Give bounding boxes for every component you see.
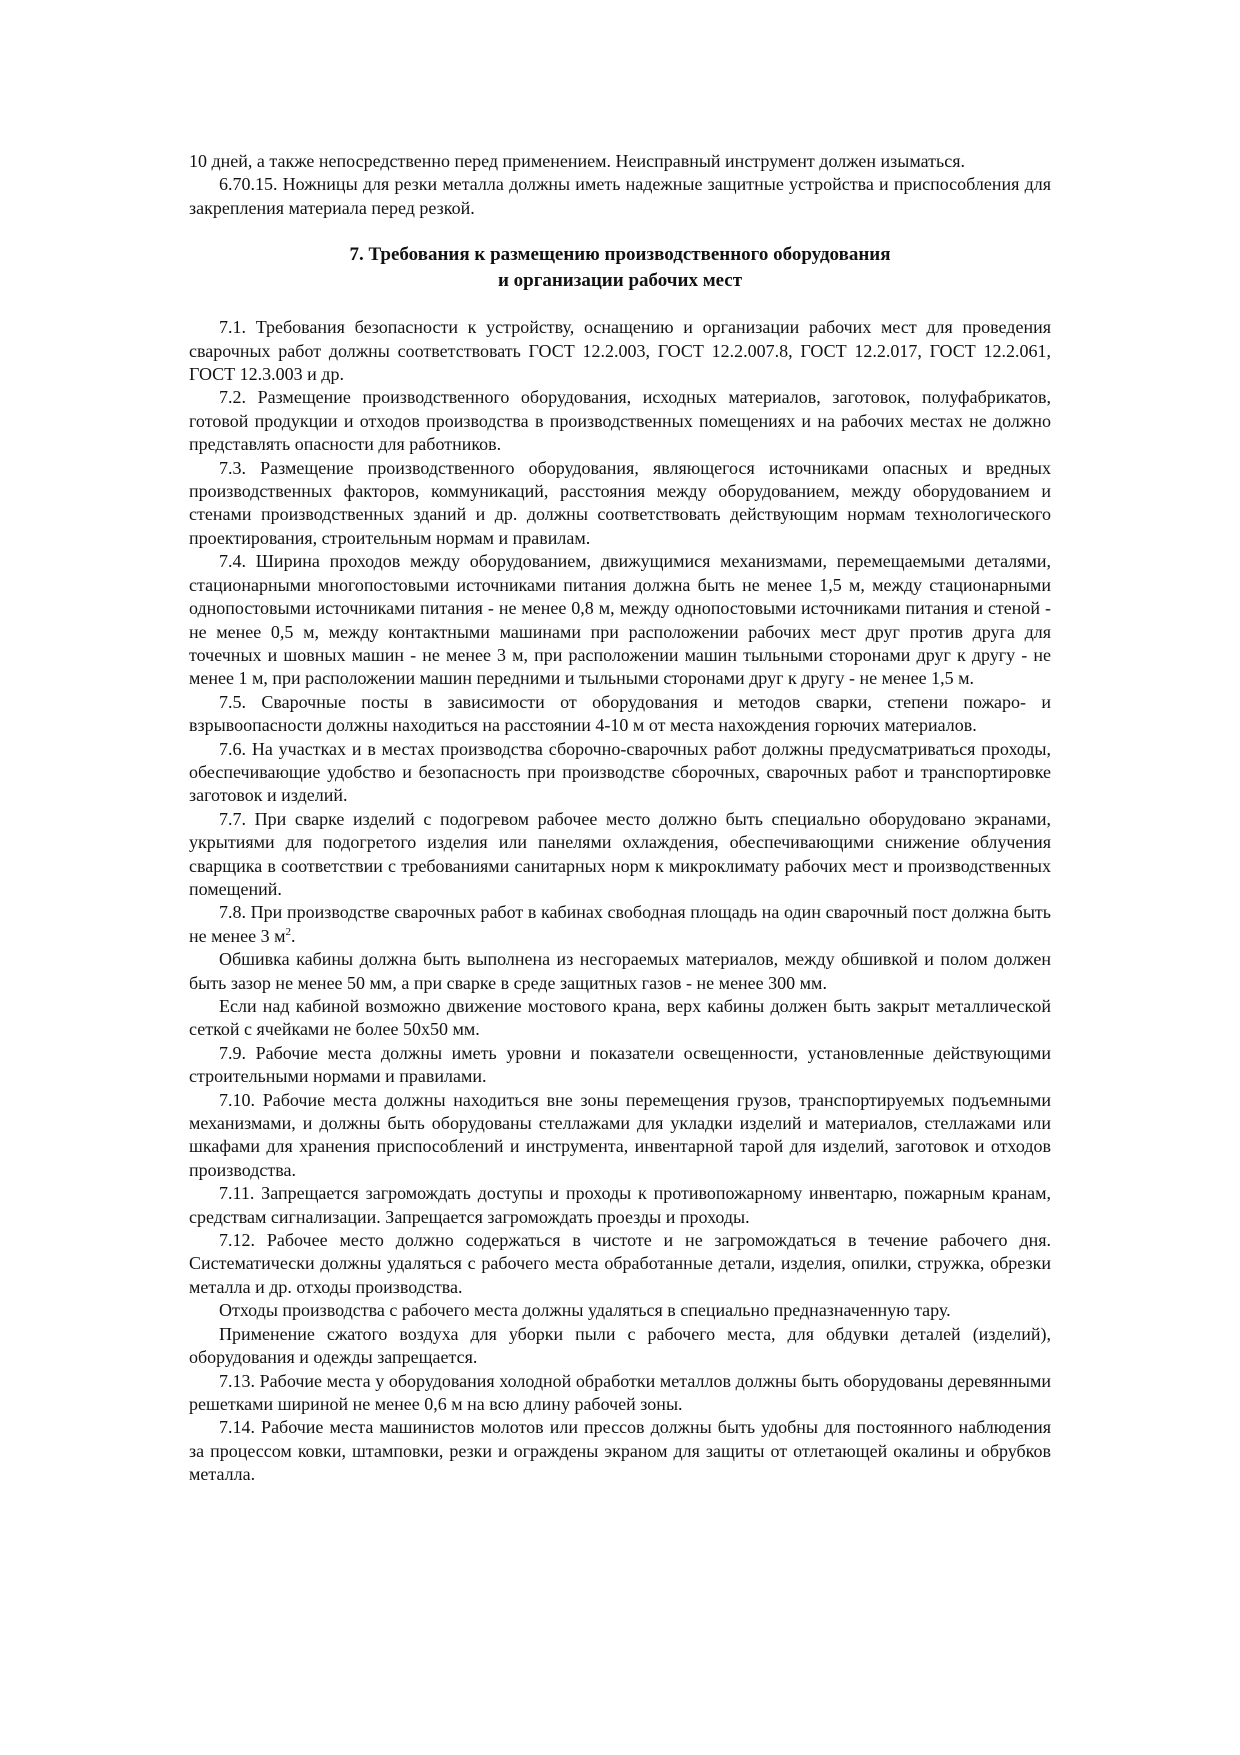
paragraph-waste-removal: Отходы производства с рабочего места должны удаляться в специально предназначенную тару. (219, 1300, 951, 1321)
paragraph-7-8 (189, 901, 1051, 948)
paragraph-7-3: 7.3. Размещение производственного оборудования, являющегося источниками опасных и вредных производственных факторов, коммуникаций, расстояния между оборудованием, между оборудованием и стенами производственных зданий и др. должны соответствовать действующим нормам технологического проектирования, строительным нормам и правилам. (189, 457, 1051, 548)
paragraph-7-6: 7.6. На участках и в местах производства сборочно-сварочных работ должны предусматриваться проходы, обеспечивающие удобство и безопасность при производстве сборочных, сварочных работ и транспортировке заготовок и изделий. (189, 738, 1051, 806)
paragraph-7-12: 7.12. Рабочее место должно содержаться в чистоте и не загромождаться в течение рабочего дня. Систематически должны удаляться с рабочего места обработанные детали, изделия, опилки, стружка, обрезки металла и др. отходы производства. (189, 1230, 1051, 1297)
paragraph-7-7: 7.7. При сварке изделий с подогревом рабочее место должно быть специально оборудовано экранами, укрытиями для подогретого изделия или панелями охлаждения, обеспечивающими снижение облучения сварщика в соответствии с требованиями санитарных норм к микроклимату рабочих мест и производственных помещений. (189, 808, 1051, 899)
paragraph-7-8-text: 7.8. При производстве сварочных работ в кабинах свободная площадь на один сварочный пост должна быть не менее 3 м (189, 902, 1051, 946)
paragraph-7-2: 7.2. Размещение производственного оборудования, исходных материалов, заготовок, полуфабрикатов, готовой продукции и отходов производства в производственных помещениях и на рабочих местах не должно представлять опасности для работников. (189, 387, 1051, 455)
paragraph-6-70-15: 6.70.15. Ножницы для резки металла должны иметь надежные защитные устройства и приспособления для закрепления материала перед резкой. (189, 174, 1051, 218)
section-heading (189, 242, 1051, 294)
paragraph-7-9: 7.9. Рабочие места должны иметь уровни и показатели освещенности, установленные действующими строительными нормами и правилами. (189, 1042, 1051, 1087)
paragraph-cabin-lining: Обшивка кабины должна быть выполнена из несгораемых материалов, между обшивкой и полом должен быть зазор не менее 50 мм, а при сварке в среде защитных газов - не менее 300 мм. (189, 949, 1051, 993)
paragraph-top-1: 10 дней, а также непосредственно перед применением. Неисправный инструмент должен изыматься. (189, 151, 965, 171)
paragraph-7-1: 7.1. Требования безопасности к устройству, оснащению и организации рабочих мест для проведения сварочных работ должны соответствовать ГОСТ 12.2.003, ГОСТ 12.2.007.8, ГОСТ 12.2.017, ГОСТ 12.2.061, ГОСТ 12.3.003 и др. (189, 317, 1051, 385)
section-heading-line-2: и организации рабочих мест (497, 270, 743, 292)
paragraph-7-8-tail: . (291, 925, 296, 946)
paragraph-7-14: 7.14. Рабочие места машинистов молотов или прессов должны быть удобны для постоянного наблюдения за процессом ковки, штамповки, резки и ограждены экраном для защиты от отлетающей окалины и обрубков металла. (189, 1417, 1051, 1485)
paragraph-crane-grid: Если над кабиной возможно движение мостового крана, верх кабины должен быть закрыт металлической сеткой с ячейками не более 50x50 мм. (189, 996, 1051, 1040)
document-page (189, 150, 1051, 1487)
paragraph-7-10: 7.10. Рабочие места должны находиться вне зоны перемещения грузов, транспортируемых подъемными механизмами, и должны быть оборудованы стеллажами для укладки изделий и материалов, стеллажами или шкафами для хранения приспособлений и инструмента, инвентарной тарой для изделий, заготовок и отходов производства. (189, 1089, 1051, 1180)
paragraph-7-4: 7.4. Ширина проходов между оборудованием, движущимися механизмами, перемещаемыми деталями, стационарными многопостовыми источниками питания должна быть не менее 1,5 м, между стационарными однопостовыми источниками питания - не менее 0,8 м, между однопостовыми источниками питания и стеной - не менее 0,5 м, между контактными машинами при расположении рабочих мест друг против друга для точечных и шовных машин - не менее 3 м, при расположении машин тыльными сторонами друг к другу - не менее 1 м, при расположении машин передними и тыльными сторонами друг к другу - не менее 1,5 м. (189, 551, 1051, 689)
paragraph-7-11: 7.11. Запрещается загромождать доступы и проходы к противопожарному инвентарю, пожарным кранам, средствам сигнализации. Запрещается загромождать проезды и проходы. (189, 1183, 1051, 1227)
superscript-2: 2 (285, 925, 292, 938)
paragraph-7-5: 7.5. Сварочные посты в зависимости от оборудования и методов сварки, степени пожаро- и взрывоопасности должны находиться на расстоянии 4-10 м от места нахождения горючих материалов. (189, 691, 1051, 736)
section-heading-line-1: 7. Требования к размещению производственного оборудования (349, 244, 891, 266)
paragraph-7-13: 7.13. Рабочие места у оборудования холодной обработки металлов должны быть оборудованы деревянными решетками шириной не менее 0,6 м на всю длину рабочей зоны. (189, 1370, 1051, 1414)
paragraph-compressed-air: Применение сжатого воздуха для уборки пыли с рабочего места, для обдувки деталей (изделий), оборудования и одежды запрещается. (189, 1323, 1051, 1368)
